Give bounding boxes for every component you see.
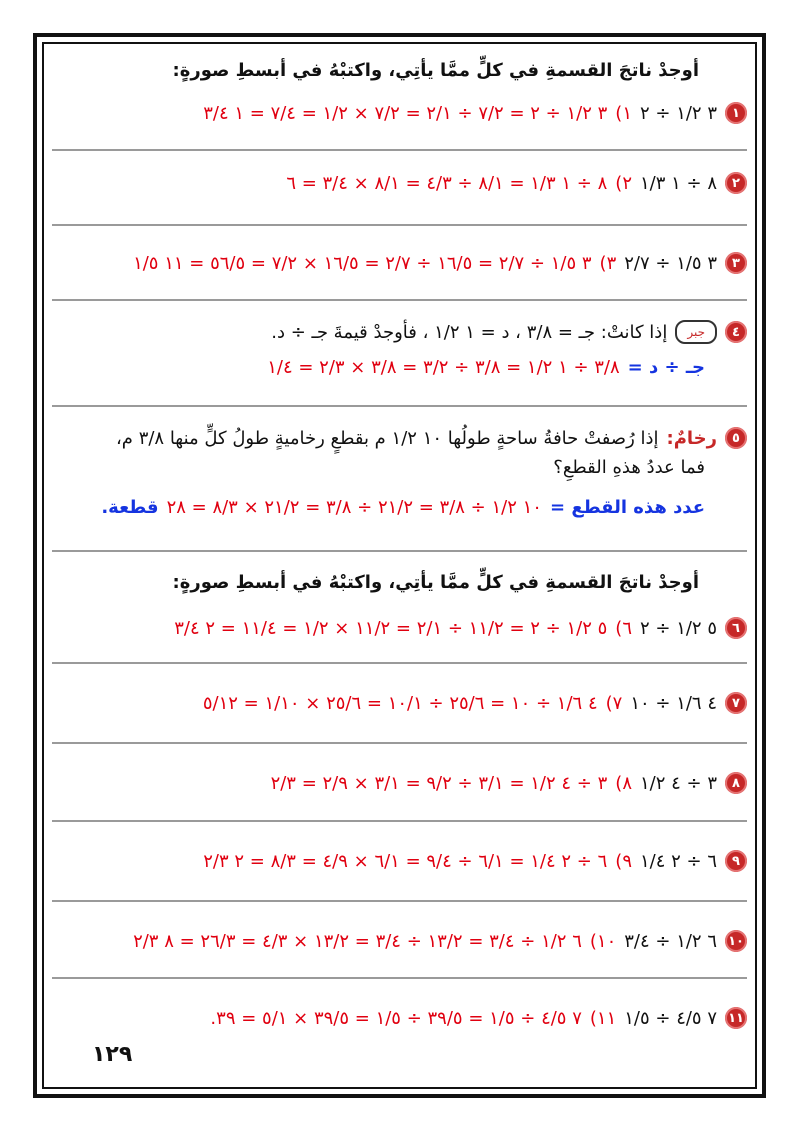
problem-solution: ٣ ١/٥ ÷ ٢/٧ = ١٦/٥ ÷ ٢/٧ = ١٦/٥ × ٧/٢ = ٥٦/٥ = ١١ ١/٥ — [133, 252, 592, 274]
problem-4 — [52, 320, 747, 344]
problem-expression: ٨ ÷ ١ ١/٣ — [639, 172, 717, 194]
problem-solution: ٨ ÷ ١ ١/٣ = ٨/١ ÷ ٤/٣ = ٨/١ × ٣/٤ = ٦ — [286, 172, 608, 194]
problem-solution: ٥ ١/٢ ÷ ٢ = ١١/٢ ÷ ٢/١ = ١١/٢ × ١/٢ = ١١/٤ = ٢ ٣/٤ — [174, 617, 608, 639]
algebra-tag: جبر — [675, 320, 717, 344]
section2-heading-text: أوجدْ ناتجَ القسمةِ في كلٍّ ممَّا يأتِي، واكتبْهُ في أبسطِ صورةٍ: — [172, 572, 699, 593]
problem-badge: ١١ — [725, 1007, 747, 1029]
answer-label: عدد هذه القطع = — [549, 497, 705, 518]
problem-expression: ٤ ١/٦ ÷ ١٠ — [630, 692, 717, 714]
problem-9 — [52, 850, 747, 872]
problem-badge: ٧ — [725, 692, 747, 714]
problem-solution: ٦ ١/٢ ÷ ٣/٤ = ١٣/٢ ÷ ٣/٤ = ١٣/٢ × ٤/٣ = ٢٦/٣ = ٨ ٢/٣ — [133, 930, 582, 952]
problem-text-line-1: إذا رُصفتْ حافةُ ساحةٍ طولُها ١٠ ١/٢ م بقطعٍ رخاميةٍ طولُ كلٍّ منها ٣/٨ م، — [116, 427, 659, 449]
problem-5-answer — [52, 497, 747, 518]
problem-solution: ٦ ÷ ٢ ١/٤ = ٦/١ ÷ ٩/٤ = ٦/١ × ٤/٩ = ٨/٣ = ٢ ٢/٣ — [203, 850, 608, 872]
divider — [52, 405, 747, 407]
problem-expression: ٣ ١/٢ ÷ ٢ — [639, 102, 717, 124]
problem-solution: ٧ ٤/٥ ÷ ١/٥ = ٣٩/٥ ÷ ١/٥ = ٣٩/٥ × ٥/١ = ٣٩. — [210, 1007, 582, 1029]
problem-expression: ٣ ١/٥ ÷ ٢/٧ — [624, 252, 717, 274]
problem-expression: ٥ ١/٢ ÷ ٢ — [639, 617, 717, 639]
problem-expression: ٦ ١/٢ ÷ ٣/٤ — [624, 930, 717, 952]
problem-1 — [52, 102, 747, 124]
problem-text-line-2: فما عددُ هذهِ القطعِ؟ — [553, 457, 705, 478]
problem-badge: ٨ — [725, 772, 747, 794]
answer-suffix: قطعة. — [101, 497, 159, 518]
problem-solution: ٣ ÷ ٤ ١/٢ = ٣/١ ÷ ٩/٢ = ٣/١ × ٢/٩ = ٢/٣ — [270, 772, 608, 794]
problem-solution: ٤ ١/٦ ÷ ١٠ = ٢٥/٦ ÷ ١٠/١ = ٢٥/٦ × ١/١٠ = ٥/١٢ — [202, 692, 598, 714]
problem-label: ١) — [615, 102, 632, 124]
section2-heading — [52, 572, 747, 593]
problem-badge: ٦ — [725, 617, 747, 639]
worksheet — [52, 52, 747, 1082]
divider — [52, 224, 747, 226]
problem-11 — [52, 1007, 747, 1029]
problem-4-answer — [52, 357, 747, 378]
problem-6 — [52, 617, 747, 639]
problem-3 — [52, 252, 747, 274]
problem-badge: ١ — [725, 102, 747, 124]
divider — [52, 977, 747, 979]
problem-badge: ٤ — [725, 321, 747, 343]
problem-label: ٢) — [615, 172, 632, 194]
problem-badge: ٣ — [725, 252, 747, 274]
problem-badge: ٩ — [725, 850, 747, 872]
problem-7 — [52, 692, 747, 714]
problem-solution: ٣ ١/٢ ÷ ٢ = ٧/٢ ÷ ٢/١ = ٧/٢ × ١/٢ = ٧/٤ = ١ ٣/٤ — [203, 102, 608, 124]
problem-solution: ٣/٨ ÷ ١ ١/٢ = ٣/٨ ÷ ٣/٢ = ٣/٨ × ٢/٣ = ١/٤ — [267, 357, 620, 378]
problem-label: ١٠) — [589, 930, 617, 952]
problem-2 — [52, 172, 747, 194]
divider — [52, 662, 747, 664]
section1-heading-text: أوجدْ ناتجَ القسمةِ في كلٍّ ممَّا يأتِي، واكتبْهُ في أبسطِ صورةٍ: — [172, 60, 699, 81]
section-divider — [52, 550, 747, 552]
problem-expression: ٦ ÷ ٢ ١/٤ — [639, 850, 717, 872]
problem-10 — [52, 930, 747, 952]
divider — [52, 742, 747, 744]
section1-heading — [52, 60, 747, 81]
problem-badge: ٥ — [725, 427, 747, 449]
divider — [52, 820, 747, 822]
problem-solution: ١٠ ١/٢ ÷ ٣/٨ = ٢١/٢ ÷ ٣/٨ = ٢١/٢ × ٨/٣ = ٢٨ — [166, 497, 542, 518]
problem-text: إذا كانتْ: جـ = ٣/٨ ، د = ١ ١/٢ ، فأوجدْ قيمةَ جـ ÷ د. — [271, 321, 668, 343]
problem-5 — [52, 427, 747, 449]
divider — [52, 149, 747, 151]
problem-label: ٣) — [599, 252, 617, 274]
page-number: ١٢٩ — [92, 1042, 133, 1067]
problem-badge: ٢ — [725, 172, 747, 194]
problem-5-line-2 — [52, 457, 747, 478]
divider — [52, 900, 747, 902]
problem-expression: ٣ ÷ ٤ ١/٢ — [639, 772, 717, 794]
problem-badge: ١٠ — [725, 930, 747, 952]
problem-label: ٦) — [615, 617, 632, 639]
problem-label: ٧) — [605, 692, 623, 714]
problem-label: ١١) — [589, 1007, 617, 1029]
problem-title: رخامٌ: — [666, 427, 717, 449]
answer-label: جـ ÷ د = — [627, 357, 705, 378]
divider — [52, 299, 747, 301]
problem-label: ٨) — [615, 772, 632, 794]
problem-8 — [52, 772, 747, 794]
problem-label: ٩) — [615, 850, 632, 872]
problem-expression: ٧ ٤/٥ ÷ ١/٥ — [624, 1007, 717, 1029]
